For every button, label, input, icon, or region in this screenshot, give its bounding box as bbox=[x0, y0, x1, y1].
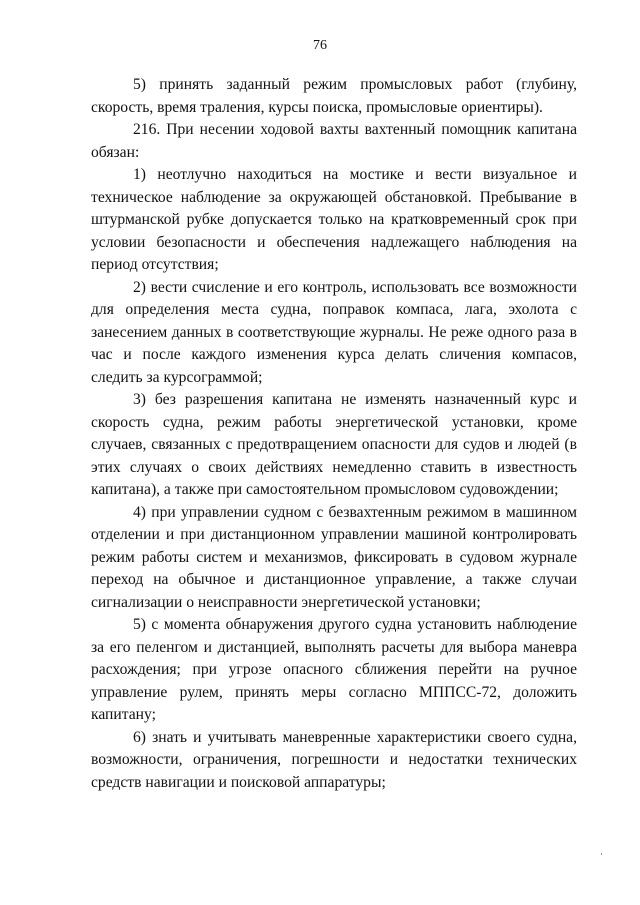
paragraph-item-3: 3) без разрешения капитана не изменять назначенный курс и скорость судна, режим работы энергетической установки, кроме случаев, связанных с предотвращением опасности для судов и людей (в этих случаях о своих действиях немедленно ставить в известность капитана), а также при самостоятельном промысловом судовождении; bbox=[91, 391, 577, 498]
paragraph-item-6: 6) знать и учитывать маневренные характеристики своего судна, возможности, ограничения, погрешности и недостатки технических средств навигации и поисковой аппаратуры; bbox=[91, 728, 577, 791]
paragraph-item-5-prev-section: 5) принять заданный режим промысловых работ (глубину, скорость, время траления, курсы поиска, промысловые ориентиры). bbox=[91, 76, 577, 116]
page-number: 76 bbox=[313, 38, 327, 53]
paragraph-item-5: 5) с момента обнаружения другого судна установить наблюдение за его пеленгом и дистанцией, выполнять расчеты для выбора маневра расхождения; при угрозе опасного сближения перейти на ручное управление рулем, принять меры согласно МППСС-72, доложить капитану; bbox=[91, 616, 577, 723]
paragraph-section-216-heading: 216. При несении ходовой вахты вахтенный помощник капитана обязан: bbox=[91, 121, 577, 161]
paragraph-item-2: 2) вести счисление и его контроль, использовать все возможности для определения места судна, поправок компаса, лага, эхолота с занесением данных в соответствующие журналы. Не реже одного раза в час и после каждого изменения курса делать сличения компасов, следить за курсограммой; bbox=[91, 278, 577, 386]
paragraph-item-1: 1) неотлучно находиться на мостике и вести визуальное и техническое наблюдение за окружающей обстановкой. Пребывание в штурманской рубке допускается только на кратковременный срок при условии безопасности и обеспечения надлежащего наблюдения на период отсутствия; bbox=[91, 166, 577, 273]
document-body bbox=[91, 74, 577, 794]
paragraph-item-4: 4) при управлении судном с безвахтенным режимом в машинном отделении и при дистанционном управлении машиной контролировать режим работы систем и механизмов, фиксировать в судовом журнале переход на обычное и дистанционное управление, а также случаи сигнализации о неисправности энергетической установки; bbox=[91, 503, 577, 611]
scan-speck bbox=[601, 853, 602, 855]
